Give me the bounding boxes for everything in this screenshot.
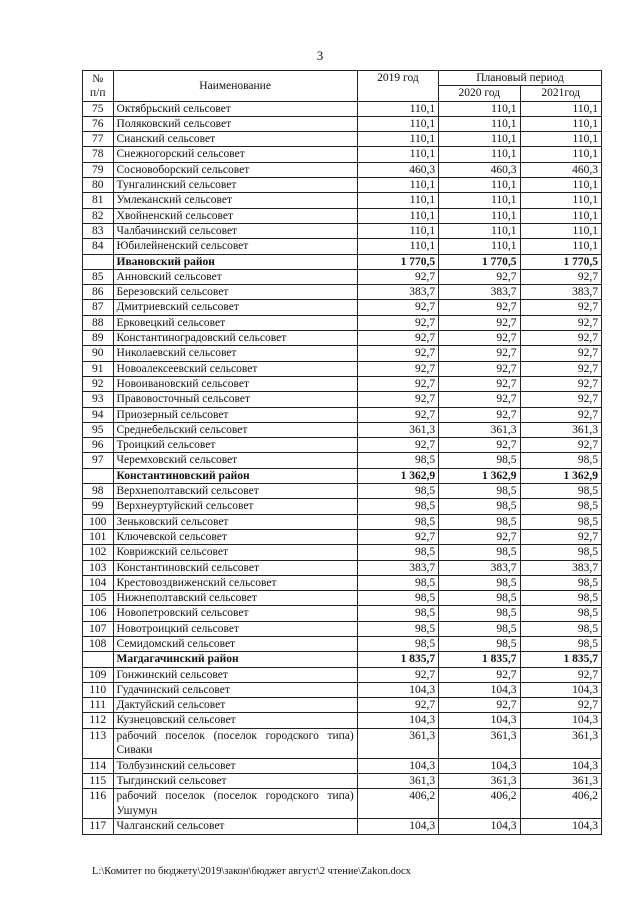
value-2020: 92,7 — [439, 376, 520, 391]
row-name: Сианский сельсовет — [113, 132, 357, 147]
value-2020: 1 362,9 — [439, 468, 520, 483]
row-number: 81 — [83, 193, 114, 208]
table-row — [83, 269, 602, 284]
value-2020: 104,3 — [439, 758, 520, 773]
value-2019: 98,5 — [357, 484, 438, 499]
table-row — [83, 789, 602, 819]
row-number: 107 — [83, 621, 114, 636]
table-row — [83, 116, 602, 131]
page-number: 3 — [316, 48, 324, 63]
value-2021: 92,7 — [520, 392, 601, 407]
value-2019: 110,1 — [357, 132, 438, 147]
header-num-line1: № — [92, 72, 104, 85]
value-2020: 92,7 — [439, 392, 520, 407]
value-2021: 98,5 — [520, 575, 601, 590]
value-2020: 92,7 — [439, 407, 520, 422]
value-2019: 98,5 — [357, 499, 438, 514]
row-number: 102 — [83, 545, 114, 560]
row-name: Толбузинский сельсовет — [113, 758, 357, 773]
value-2019: 92,7 — [357, 315, 438, 330]
row-number: 76 — [83, 116, 114, 131]
value-2021: 110,1 — [520, 208, 601, 223]
table-body — [83, 101, 602, 834]
value-2019: 1 835,7 — [357, 652, 438, 667]
header-2020: 2020 год — [439, 86, 520, 101]
table-row — [83, 223, 602, 238]
value-2019: 361,3 — [357, 774, 438, 789]
header-num-line2: п/п — [90, 86, 106, 99]
value-2019: 92,7 — [357, 376, 438, 391]
row-number: 88 — [83, 315, 114, 330]
value-2020: 98,5 — [439, 621, 520, 636]
row-number: 83 — [83, 223, 114, 238]
table-row — [83, 285, 602, 300]
row-name: Октябрьский сельсовет — [113, 101, 357, 116]
value-2021: 98,5 — [520, 621, 601, 636]
row-number: 79 — [83, 162, 114, 177]
row-number — [83, 652, 114, 667]
row-name: Кузнецовский сельсовет — [113, 713, 357, 728]
value-2021: 98,5 — [520, 499, 601, 514]
value-2020: 98,5 — [439, 499, 520, 514]
value-2019: 98,5 — [357, 636, 438, 651]
value-2021: 92,7 — [520, 438, 601, 453]
row-name: Крестовоздвиженский сельсовет — [113, 575, 357, 590]
value-2020: 98,5 — [439, 453, 520, 468]
value-2020: 104,3 — [439, 819, 520, 834]
value-2019: 1 770,5 — [357, 254, 438, 269]
table-row — [83, 575, 602, 590]
row-number: 89 — [83, 331, 114, 346]
header-2019: 2019 год — [357, 71, 438, 102]
row-number: 91 — [83, 361, 114, 376]
value-2021: 92,7 — [520, 269, 601, 284]
district-row — [83, 468, 602, 483]
value-2020: 110,1 — [439, 239, 520, 254]
value-2020: 92,7 — [439, 346, 520, 361]
row-number: 90 — [83, 346, 114, 361]
table-row — [83, 774, 602, 789]
row-number: 110 — [83, 682, 114, 697]
row-number: 94 — [83, 407, 114, 422]
row-number: 106 — [83, 606, 114, 621]
row-number: 80 — [83, 178, 114, 193]
value-2021: 110,1 — [520, 239, 601, 254]
value-2019: 110,1 — [357, 208, 438, 223]
value-2021: 92,7 — [520, 529, 601, 544]
value-2020: 110,1 — [439, 101, 520, 116]
value-2021: 92,7 — [520, 346, 601, 361]
row-name: Анновский сельсовет — [113, 269, 357, 284]
value-2019: 110,1 — [357, 178, 438, 193]
district-row — [83, 254, 602, 269]
table-row — [83, 407, 602, 422]
value-2020: 361,3 — [439, 422, 520, 437]
value-2020: 110,1 — [439, 208, 520, 223]
row-name: Новоивановский сельсовет — [113, 376, 357, 391]
row-name: Правовосточный сельсовет — [113, 392, 357, 407]
value-2019: 110,1 — [357, 116, 438, 131]
value-2020: 104,3 — [439, 682, 520, 697]
value-2019: 92,7 — [357, 269, 438, 284]
row-name: Приозерный сельсовет — [113, 407, 357, 422]
row-number: 105 — [83, 591, 114, 606]
table-row — [83, 713, 602, 728]
value-2020: 406,2 — [439, 789, 520, 819]
row-name: Николаевский сельсовет — [113, 346, 357, 361]
value-2019: 104,3 — [357, 713, 438, 728]
table-row — [83, 621, 602, 636]
row-name: Умлеканский сельсовет — [113, 193, 357, 208]
district-row — [83, 652, 602, 667]
value-2021: 92,7 — [520, 361, 601, 376]
row-name: Черемховский сельсовет — [113, 453, 357, 468]
value-2019: 110,1 — [357, 239, 438, 254]
value-2020: 92,7 — [439, 438, 520, 453]
value-2020: 1 770,5 — [439, 254, 520, 269]
table-row — [83, 147, 602, 162]
row-name: Гонжинский сельсовет — [113, 667, 357, 682]
value-2019: 92,7 — [357, 698, 438, 713]
budget-table — [82, 70, 602, 835]
row-name: Юбилейненский сельсовет — [113, 239, 357, 254]
table-row — [83, 819, 602, 834]
value-2020: 92,7 — [439, 331, 520, 346]
value-2020: 104,3 — [439, 713, 520, 728]
header-2021: 2021год — [520, 86, 601, 101]
value-2021: 92,7 — [520, 315, 601, 330]
row-number: 97 — [83, 453, 114, 468]
value-2021: 98,5 — [520, 484, 601, 499]
row-name: Дмитриевский сельсовет — [113, 300, 357, 315]
value-2019: 92,7 — [357, 300, 438, 315]
value-2021: 92,7 — [520, 667, 601, 682]
value-2021: 110,1 — [520, 101, 601, 116]
value-2021: 1 362,9 — [520, 468, 601, 483]
row-name: рабочий поселок (поселок городского типа) Сиваки — [113, 728, 357, 758]
value-2020: 98,5 — [439, 575, 520, 590]
value-2021: 383,7 — [520, 285, 601, 300]
row-name: Нижнеполтавский сельсовет — [113, 591, 357, 606]
value-2020: 98,5 — [439, 591, 520, 606]
value-2020: 98,5 — [439, 636, 520, 651]
value-2021: 92,7 — [520, 331, 601, 346]
row-number: 75 — [83, 101, 114, 116]
row-number: 92 — [83, 376, 114, 391]
value-2021: 110,1 — [520, 178, 601, 193]
row-name: рабочий поселок (поселок городского типа) Ушумун — [113, 789, 357, 819]
value-2020: 110,1 — [439, 132, 520, 147]
value-2019: 92,7 — [357, 392, 438, 407]
footer-file-path: L:\Комитет по бюджету\2019\закон\бюджет август\2 чтение\Zakon.docx — [92, 866, 411, 877]
value-2020: 92,7 — [439, 667, 520, 682]
header-name: Наименование — [113, 71, 357, 102]
row-name: Новопетровский сельсовет — [113, 606, 357, 621]
value-2020: 92,7 — [439, 300, 520, 315]
value-2019: 361,3 — [357, 728, 438, 758]
value-2021: 92,7 — [520, 300, 601, 315]
row-name: Поляковский сельсовет — [113, 116, 357, 131]
row-name: Верхнеполтавский сельсовет — [113, 484, 357, 499]
row-name: Магдагачинский район — [113, 652, 357, 667]
row-number: 85 — [83, 269, 114, 284]
row-number: 113 — [83, 728, 114, 758]
row-number: 109 — [83, 667, 114, 682]
row-name: Хвойненский сельсовет — [113, 208, 357, 223]
row-name: Ивановский район — [113, 254, 357, 269]
value-2019: 104,3 — [357, 682, 438, 697]
row-name: Чалбачинский сельсовет — [113, 223, 357, 238]
table-row — [83, 376, 602, 391]
table-row — [83, 239, 602, 254]
value-2020: 383,7 — [439, 285, 520, 300]
value-2019: 104,3 — [357, 758, 438, 773]
table-row — [83, 361, 602, 376]
row-name: Новотроицкий сельсовет — [113, 621, 357, 636]
row-name: Верхнеуртуйский сельсовет — [113, 499, 357, 514]
row-name: Тунгалинский сельсовет — [113, 178, 357, 193]
value-2021: 110,1 — [520, 116, 601, 131]
row-name: Среднебельский сельсовет — [113, 422, 357, 437]
value-2020: 98,5 — [439, 545, 520, 560]
value-2020: 92,7 — [439, 698, 520, 713]
row-number: 115 — [83, 774, 114, 789]
table-row — [83, 101, 602, 116]
row-number: 82 — [83, 208, 114, 223]
table-row — [83, 636, 602, 651]
value-2019: 98,5 — [357, 545, 438, 560]
header-num — [83, 71, 114, 102]
row-number: 84 — [83, 239, 114, 254]
table-row — [83, 346, 602, 361]
value-2021: 110,1 — [520, 147, 601, 162]
row-name: Гудачинский сельсовет — [113, 682, 357, 697]
value-2020: 98,5 — [439, 484, 520, 499]
value-2019: 98,5 — [357, 621, 438, 636]
row-name: Константиноградовский сельсовет — [113, 331, 357, 346]
value-2020: 110,1 — [439, 223, 520, 238]
value-2021: 98,5 — [520, 545, 601, 560]
value-2021: 460,3 — [520, 162, 601, 177]
value-2019: 92,7 — [357, 331, 438, 346]
value-2021: 104,3 — [520, 682, 601, 697]
row-name: Константиновский район — [113, 468, 357, 483]
row-number — [83, 468, 114, 483]
value-2020: 110,1 — [439, 193, 520, 208]
table-row — [83, 331, 602, 346]
table-header — [83, 71, 602, 102]
value-2021: 98,5 — [520, 514, 601, 529]
value-2019: 92,7 — [357, 438, 438, 453]
row-name: Троицкий сельсовет — [113, 438, 357, 453]
value-2021: 104,3 — [520, 819, 601, 834]
value-2019: 92,7 — [357, 346, 438, 361]
table-row — [83, 698, 602, 713]
value-2020: 92,7 — [439, 529, 520, 544]
row-number: 116 — [83, 789, 114, 819]
table-row — [83, 682, 602, 697]
value-2021: 361,3 — [520, 774, 601, 789]
row-name: Чалганский сельсовет — [113, 819, 357, 834]
row-number: 78 — [83, 147, 114, 162]
row-name: Новоалексеевский сельсовет — [113, 361, 357, 376]
table-row — [83, 208, 602, 223]
value-2021: 110,1 — [520, 193, 601, 208]
row-number: 108 — [83, 636, 114, 651]
header-planned-period: Плановый период — [439, 71, 602, 86]
value-2020: 98,5 — [439, 606, 520, 621]
row-name: Зеньковский сельсовет — [113, 514, 357, 529]
value-2019: 383,7 — [357, 560, 438, 575]
table-row — [83, 529, 602, 544]
value-2020: 98,5 — [439, 514, 520, 529]
value-2019: 104,3 — [357, 819, 438, 834]
table-row — [83, 758, 602, 773]
value-2020: 110,1 — [439, 147, 520, 162]
table-row — [83, 728, 602, 758]
row-number: 103 — [83, 560, 114, 575]
row-number: 96 — [83, 438, 114, 453]
row-number: 104 — [83, 575, 114, 590]
value-2020: 361,3 — [439, 728, 520, 758]
value-2021: 92,7 — [520, 407, 601, 422]
table-row — [83, 545, 602, 560]
value-2020: 361,3 — [439, 774, 520, 789]
row-name: Коврижский сельсовет — [113, 545, 357, 560]
value-2019: 92,7 — [357, 667, 438, 682]
value-2020: 1 835,7 — [439, 652, 520, 667]
value-2020: 92,7 — [439, 315, 520, 330]
table-row — [83, 560, 602, 575]
value-2020: 92,7 — [439, 361, 520, 376]
table-row — [83, 438, 602, 453]
row-name: Березовский сельсовет — [113, 285, 357, 300]
table-row — [83, 162, 602, 177]
row-number: 93 — [83, 392, 114, 407]
value-2021: 361,3 — [520, 728, 601, 758]
row-number: 111 — [83, 698, 114, 713]
row-number: 95 — [83, 422, 114, 437]
table-row — [83, 132, 602, 147]
table-row — [83, 300, 602, 315]
table-row — [83, 606, 602, 621]
value-2021: 98,5 — [520, 591, 601, 606]
value-2019: 1 362,9 — [357, 468, 438, 483]
value-2019: 383,7 — [357, 285, 438, 300]
value-2021: 110,1 — [520, 223, 601, 238]
value-2021: 98,5 — [520, 453, 601, 468]
value-2021: 1 835,7 — [520, 652, 601, 667]
row-name: Тыгдинский сельсовет — [113, 774, 357, 789]
value-2019: 98,5 — [357, 591, 438, 606]
row-number: 98 — [83, 484, 114, 499]
value-2019: 92,7 — [357, 361, 438, 376]
table-row — [83, 392, 602, 407]
value-2019: 110,1 — [357, 223, 438, 238]
table-row — [83, 422, 602, 437]
value-2021: 92,7 — [520, 376, 601, 391]
value-2021: 92,7 — [520, 698, 601, 713]
value-2021: 98,5 — [520, 606, 601, 621]
row-name: Константиновский сельсовет — [113, 560, 357, 575]
table-row — [83, 667, 602, 682]
row-number: 117 — [83, 819, 114, 834]
row-name: Снежногорский сельсовет — [113, 147, 357, 162]
value-2021: 98,5 — [520, 636, 601, 651]
row-number: 99 — [83, 499, 114, 514]
row-number: 114 — [83, 758, 114, 773]
row-number: 101 — [83, 529, 114, 544]
value-2021: 110,1 — [520, 132, 601, 147]
value-2021: 361,3 — [520, 422, 601, 437]
value-2019: 361,3 — [357, 422, 438, 437]
value-2019: 98,5 — [357, 606, 438, 621]
value-2019: 98,5 — [357, 453, 438, 468]
value-2020: 460,3 — [439, 162, 520, 177]
value-2021: 1 770,5 — [520, 254, 601, 269]
value-2019: 92,7 — [357, 407, 438, 422]
value-2021: 383,7 — [520, 560, 601, 575]
value-2019: 110,1 — [357, 193, 438, 208]
row-name: Ерковецкий сельсовет — [113, 315, 357, 330]
row-number — [83, 254, 114, 269]
table-row — [83, 514, 602, 529]
row-number: 112 — [83, 713, 114, 728]
value-2019: 98,5 — [357, 514, 438, 529]
row-name: Ключевской сельсовет — [113, 529, 357, 544]
row-number: 87 — [83, 300, 114, 315]
table-row — [83, 453, 602, 468]
value-2020: 110,1 — [439, 178, 520, 193]
value-2019: 92,7 — [357, 529, 438, 544]
row-number: 100 — [83, 514, 114, 529]
value-2020: 92,7 — [439, 269, 520, 284]
value-2021: 104,3 — [520, 758, 601, 773]
value-2019: 110,1 — [357, 147, 438, 162]
value-2020: 383,7 — [439, 560, 520, 575]
row-number: 86 — [83, 285, 114, 300]
table-row — [83, 193, 602, 208]
table-row — [83, 178, 602, 193]
table-row — [83, 315, 602, 330]
row-name: Дактуйский сельсовет — [113, 698, 357, 713]
table-row — [83, 591, 602, 606]
value-2019: 98,5 — [357, 575, 438, 590]
row-number: 77 — [83, 132, 114, 147]
table-row — [83, 499, 602, 514]
row-name: Сосновоборский сельсовет — [113, 162, 357, 177]
value-2019: 406,2 — [357, 789, 438, 819]
row-name: Семидомский сельсовет — [113, 636, 357, 651]
value-2020: 110,1 — [439, 116, 520, 131]
value-2021: 104,3 — [520, 713, 601, 728]
value-2019: 460,3 — [357, 162, 438, 177]
table-row — [83, 484, 602, 499]
value-2019: 110,1 — [357, 101, 438, 116]
value-2021: 406,2 — [520, 789, 601, 819]
